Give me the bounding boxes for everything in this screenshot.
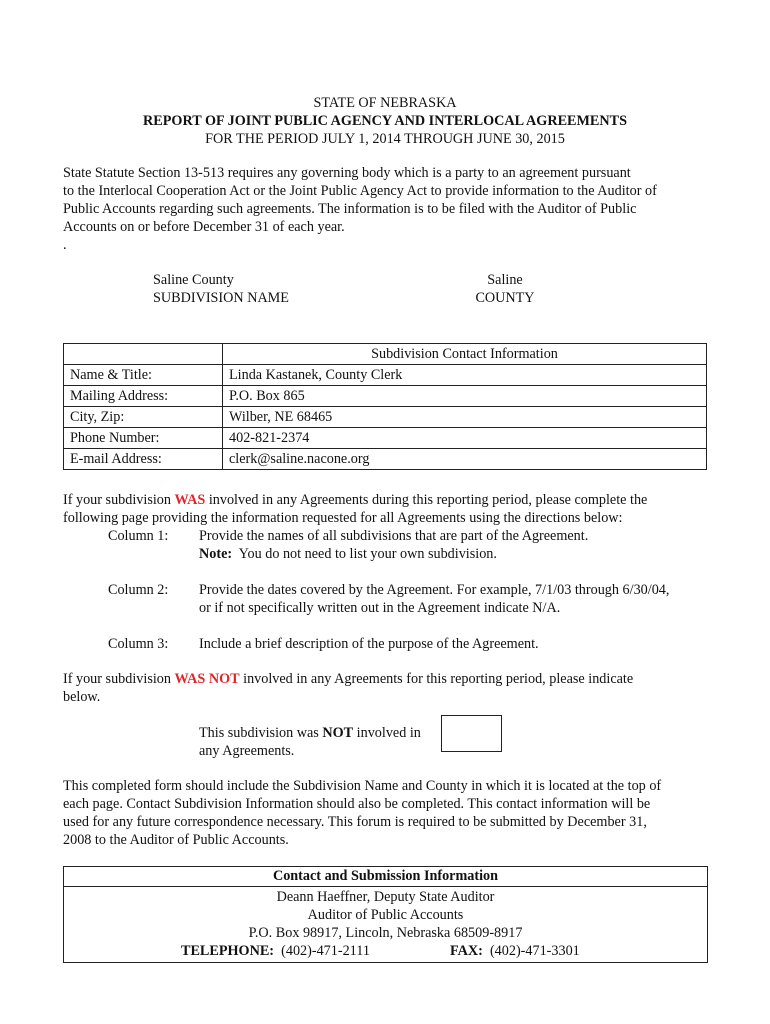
not-involved-post: involved in <box>353 725 421 741</box>
was-not-pre-text: If your subdivision <box>63 671 175 687</box>
column-1-note <box>199 545 719 563</box>
table-row <box>64 407 707 428</box>
was-not-keyword: WAS NOT <box>174 671 240 687</box>
column-2-text-line: or if not specifically written out in the Agreement indicate N/A. <box>199 600 561 616</box>
statute-line: State Statute Section 13-513 requires any governing body which is a party to an agreement pursuant <box>63 165 631 181</box>
report-period: FOR THE PERIOD JULY 1, 2014 THROUGH JUNE 30, 2015 <box>205 131 565 147</box>
mailing-address-label: Mailing Address: <box>64 386 223 407</box>
completion-paragraph <box>63 777 723 849</box>
note-label: Note: <box>199 546 233 562</box>
phone-number-label: Phone Number: <box>64 428 223 449</box>
phone-number-field[interactable]: 402-821-2374 <box>223 428 707 449</box>
completion-line: each page. Contact Subdivision Information should also be completed. This contact information will be <box>63 796 651 812</box>
submission-heading: Contact and Submission Information <box>64 867 707 887</box>
column-2-label: Column 2: <box>108 582 169 598</box>
was-not-post-text: involved in any Agreements for this reporting period, please indicate <box>239 671 634 687</box>
was-line-2: following page providing the information requested for all Agreements using the directions below: <box>63 510 623 526</box>
county-label: COUNTY <box>475 290 535 306</box>
email-address-field[interactable]: clerk@saline.nacone.org <box>223 449 707 470</box>
table-row <box>64 428 707 449</box>
fax-value: (402)-471-3301 <box>482 943 580 959</box>
telephone-group <box>181 942 370 960</box>
column-1-text-block <box>199 527 719 563</box>
county-block <box>470 271 540 307</box>
was-post-text: involved in any Agreements during this reporting period, please complete the <box>205 492 648 508</box>
name-title-label: Name & Title: <box>64 365 223 386</box>
table-row <box>64 344 707 365</box>
column-1-label: Column 1: <box>108 528 169 544</box>
was-keyword: WAS <box>174 492 206 508</box>
auditor-address: P.O. Box 98917, Lincoln, Nebraska 68509-8917 <box>248 925 523 941</box>
was-not-involved-paragraph <box>63 670 713 706</box>
not-involved-line-1 <box>199 724 421 742</box>
was-involved-paragraph <box>63 491 713 527</box>
report-title: REPORT OF JOINT PUBLIC AGENCY AND INTERLOCAL AGREEMENTS <box>143 113 627 129</box>
county-value[interactable]: Saline <box>487 272 523 288</box>
statute-line: to the Interlocal Cooperation Act or the Joint Public Agency Act to provide information to the Auditor of <box>63 183 657 199</box>
title-block <box>0 94 770 148</box>
statute-line: Public Accounts regarding such agreements. The information is to be filed with the Auditor of Public <box>63 201 637 217</box>
completion-line: used for any future correspondence necessary. This forum is required to be submitted by December 31, <box>63 814 647 830</box>
was-not-line-2: below. <box>63 689 101 705</box>
was-line-1 <box>63 491 713 509</box>
city-zip-label: City, Zip: <box>64 407 223 428</box>
phone-fax-line <box>64 942 707 960</box>
was-not-line-1 <box>63 670 713 688</box>
not-involved-statement <box>199 724 421 760</box>
column-1-text: Provide the names of all subdivisions that are part of the Agreement. <box>199 528 589 544</box>
auditor-name: Deann Haeffner, Deputy State Auditor <box>276 889 495 905</box>
name-title-field[interactable]: Linda Kastanek, County Clerk <box>223 365 707 386</box>
table-row <box>64 449 707 470</box>
statute-line: . <box>63 237 67 253</box>
note-text: You do not need to list your own subdivision. <box>232 546 497 562</box>
was-pre-text: If your subdivision <box>63 492 175 508</box>
statute-paragraph <box>63 164 713 254</box>
contact-table-heading: Subdivision Contact Information <box>223 344 707 365</box>
table-row <box>64 386 707 407</box>
table-corner-cell <box>64 344 223 365</box>
auditor-office: Auditor of Public Accounts <box>307 907 464 923</box>
submission-info-box <box>63 866 708 963</box>
city-zip-field[interactable]: Wilber, NE 68465 <box>223 407 707 428</box>
table-row <box>64 365 707 386</box>
column-2-text-block <box>199 581 739 617</box>
column-2-text-line: Provide the dates covered by the Agreement. For example, 7/1/03 through 6/30/04, <box>199 582 670 598</box>
subdivision-name-label: SUBDIVISION NAME <box>153 290 289 306</box>
column-3-label: Column 3: <box>108 636 169 652</box>
telephone-value: (402)-471-2111 <box>274 943 370 959</box>
completion-line: This completed form should include the Subdivision Name and County in which it is located at the top of <box>63 778 662 794</box>
email-address-label: E-mail Address: <box>64 449 223 470</box>
not-involved-line-2: any Agreements. <box>199 743 295 759</box>
not-involved-pre: This subdivision was <box>199 725 323 741</box>
not-keyword: NOT <box>322 725 354 741</box>
subdivision-name-block <box>153 271 289 307</box>
completion-line: 2008 to the Auditor of Public Accounts. <box>63 832 289 848</box>
state-heading: STATE OF NEBRASKA <box>313 95 457 111</box>
subdivision-name-value[interactable]: Saline County <box>153 272 234 288</box>
not-involved-checkbox[interactable] <box>441 715 502 752</box>
statute-line: Accounts on or before December 31 of each year. <box>63 219 345 235</box>
mailing-address-field[interactable]: P.O. Box 865 <box>223 386 707 407</box>
column-3-text: Include a brief description of the purpose of the Agreement. <box>199 636 539 652</box>
fax-group <box>450 942 580 960</box>
telephone-label: TELEPHONE: <box>181 943 275 959</box>
contact-info-table <box>63 343 707 470</box>
fax-label: FAX: <box>450 943 483 959</box>
